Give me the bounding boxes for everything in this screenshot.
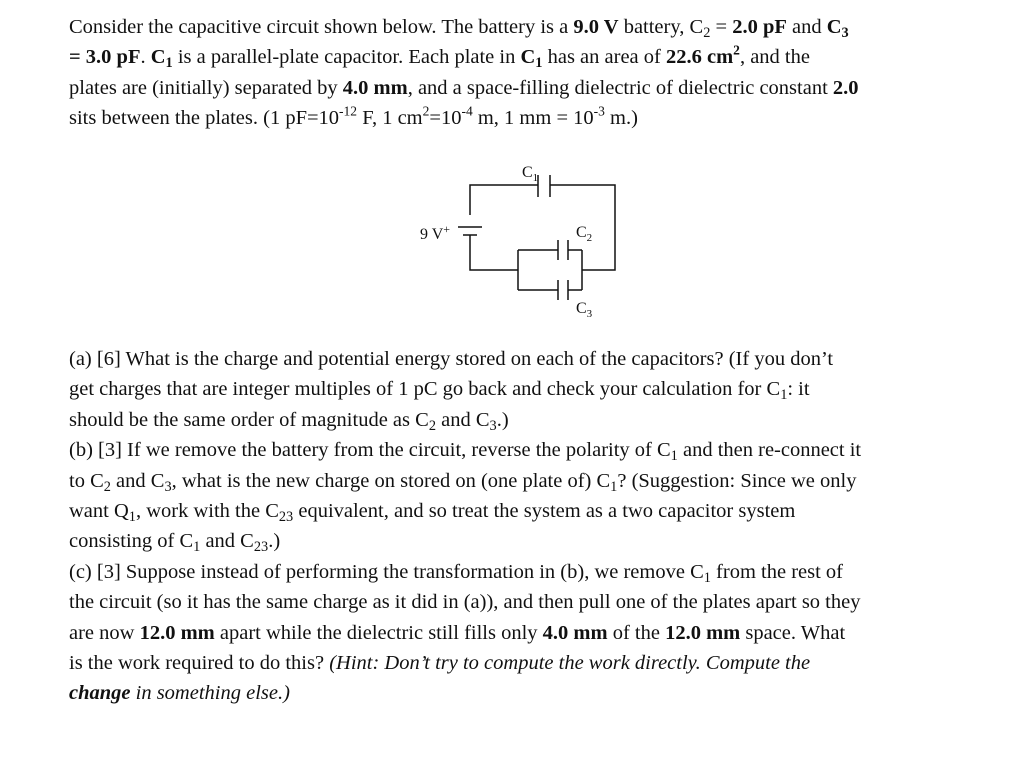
c1-symbol bbox=[150, 46, 173, 72]
symbol-text: C bbox=[826, 16, 842, 38]
subscript: 2 bbox=[703, 25, 711, 42]
intro-text: m.) bbox=[604, 107, 638, 130]
subscript: 2 bbox=[428, 417, 436, 434]
intro-text: , and a space-filling dielectric of dielectric constant bbox=[407, 76, 833, 99]
question-c-line-1 bbox=[69, 557, 969, 587]
subscript: 1 bbox=[703, 569, 711, 586]
new-separation: 12.0 mm bbox=[139, 621, 215, 644]
question-a-line-3 bbox=[69, 405, 969, 435]
hint-text bbox=[69, 682, 290, 704]
problem-questions bbox=[69, 344, 969, 709]
question-text: is the work required to do this? bbox=[69, 652, 330, 675]
c3-label-sub: 3 bbox=[586, 308, 593, 320]
question-a-line-1 bbox=[69, 344, 969, 374]
intro-text: m, 1 mm = 10 bbox=[472, 107, 594, 130]
dielectric-constant: 2.0 bbox=[832, 76, 859, 99]
wire-battery-bottom bbox=[470, 235, 518, 270]
superscript: -3 bbox=[593, 103, 605, 119]
c2-label bbox=[576, 224, 592, 244]
question-text: equivalent, and so treat the system as a two capacitor system bbox=[293, 500, 796, 523]
intro-text: . bbox=[140, 46, 151, 69]
c3-symbol bbox=[826, 16, 849, 42]
intro-text: battery, C bbox=[618, 16, 704, 38]
subscript: 3 bbox=[489, 417, 497, 434]
question-text: to C bbox=[69, 469, 104, 492]
subscript: 3 bbox=[841, 25, 849, 42]
dielectric-thickness: 4.0 mm bbox=[542, 621, 608, 644]
superscript: -12 bbox=[339, 103, 358, 119]
wire-top-left bbox=[470, 185, 538, 215]
subscript: 1 bbox=[193, 539, 201, 556]
intro-text: has an area of bbox=[542, 46, 666, 69]
intro-text: plates are (initially) separated by bbox=[69, 76, 343, 99]
question-b-line-3 bbox=[69, 496, 969, 526]
subscript: 3 bbox=[164, 478, 172, 495]
subscript: 1 bbox=[165, 55, 173, 72]
question-text: (c) [3] Suppose instead of performing the transformation in (b), we remove C bbox=[69, 560, 704, 583]
c2-label-main: C bbox=[576, 224, 587, 241]
plate-area bbox=[665, 43, 740, 69]
superscript: -4 bbox=[461, 103, 473, 119]
plate-separation: 4.0 mm bbox=[342, 76, 408, 99]
question-text: of the bbox=[607, 621, 666, 644]
superscript: 2 bbox=[733, 43, 740, 59]
intro-text: = bbox=[710, 16, 733, 38]
subscript: 1 bbox=[670, 448, 678, 465]
subscript: 1 bbox=[128, 509, 136, 526]
subscript: 23 bbox=[278, 509, 294, 526]
question-b-line-1 bbox=[69, 435, 969, 465]
question-text: space. What bbox=[740, 621, 846, 644]
battery-voltage-label: 9 V bbox=[420, 226, 444, 243]
question-text: , work with the C bbox=[135, 500, 279, 523]
question-text: the circuit (so it has the same charge as it did in (a)), and then pull one of the plates apart so they bbox=[69, 591, 861, 614]
subscript: 1 bbox=[535, 55, 543, 72]
question-text: should be the same order of magnitude as C bbox=[69, 408, 429, 431]
question-c-line-2 bbox=[69, 587, 969, 617]
question-text: .) bbox=[268, 530, 281, 553]
symbol-text: C bbox=[150, 46, 166, 69]
intro-text: Consider the capacitive circuit shown below. The battery is a bbox=[69, 16, 574, 38]
question-a-line-2 bbox=[69, 374, 969, 404]
intro-line-4 bbox=[69, 103, 969, 133]
c1-label-sub: 1 bbox=[532, 172, 539, 184]
question-text: : it bbox=[787, 378, 810, 401]
subscript: 1 bbox=[610, 478, 618, 495]
c1-label bbox=[522, 164, 538, 184]
question-text: get charges that are integer multiples of 1 pC go back and check your calculation for C bbox=[69, 378, 781, 401]
hint-text: (Hint: Don’t try to compute the work directly. Compute the bbox=[329, 652, 811, 675]
intro-text: , and the bbox=[739, 46, 810, 69]
question-text: and C bbox=[435, 408, 490, 431]
c2-value: 2.0 pF bbox=[732, 16, 787, 38]
question-text: and C bbox=[110, 469, 165, 492]
hint-text: in something else.) bbox=[130, 682, 290, 705]
question-text: consisting of C bbox=[69, 530, 194, 553]
intro-text: sits between the plates. (1 pF=10 bbox=[69, 107, 340, 130]
question-text: .) bbox=[496, 408, 509, 431]
intro-text: and bbox=[786, 16, 827, 38]
battery-plus-sign: + bbox=[443, 222, 451, 236]
question-b-line-2 bbox=[69, 466, 969, 496]
question-text: ? (Suggestion: Since we only bbox=[617, 469, 857, 492]
intro-line-1 bbox=[69, 12, 969, 42]
question-text: want Q bbox=[69, 500, 129, 523]
c3-label-main: C bbox=[576, 300, 587, 317]
circuit-diagram bbox=[410, 155, 630, 325]
subscript: 23 bbox=[253, 539, 269, 556]
problem-intro bbox=[69, 12, 969, 134]
c2-label-sub: 2 bbox=[586, 232, 593, 244]
question-c-line-5 bbox=[69, 678, 969, 708]
question-text: (a) [6] What is the charge and potential energy stored on each of the capacitors? (If you don’t bbox=[69, 348, 834, 370]
symbol-text: C bbox=[520, 46, 536, 69]
hint-emphasis: change bbox=[69, 682, 131, 705]
question-c-line-3 bbox=[69, 618, 969, 648]
area-text: 22.6 cm bbox=[665, 46, 734, 69]
new-separation: 12.0 mm bbox=[665, 621, 741, 644]
question-text: apart while the dielectric still fills only bbox=[214, 621, 543, 644]
intro-text: is a parallel-plate capacitor. Each plate in bbox=[172, 46, 521, 69]
c3-value: = 3.0 pF bbox=[69, 46, 141, 69]
question-text: and then re-connect it bbox=[677, 439, 862, 462]
question-text: are now bbox=[69, 621, 140, 644]
question-text: and C bbox=[200, 530, 254, 553]
question-text: (b) [3] If we remove the battery from the circuit, reverse the polarity of C bbox=[69, 439, 671, 462]
subscript: 2 bbox=[103, 478, 111, 495]
intro-text: =10 bbox=[429, 107, 462, 130]
subscript: 1 bbox=[780, 387, 788, 404]
c3-label bbox=[576, 300, 593, 320]
question-text: from the rest of bbox=[710, 560, 843, 583]
c1-label-main: C bbox=[522, 164, 533, 181]
question-text: , what is the new charge on stored on (one plate of) C bbox=[171, 469, 611, 492]
superscript: 2 bbox=[422, 103, 430, 119]
battery-label bbox=[420, 222, 450, 243]
battery-voltage: 9.0 V bbox=[573, 16, 619, 38]
intro-line-3 bbox=[69, 73, 969, 103]
intro-text: F, 1 cm bbox=[357, 107, 423, 130]
question-c-line-4 bbox=[69, 648, 969, 678]
c1-symbol bbox=[520, 46, 543, 72]
question-b-line-4 bbox=[69, 526, 969, 556]
intro-line-2 bbox=[69, 42, 969, 72]
